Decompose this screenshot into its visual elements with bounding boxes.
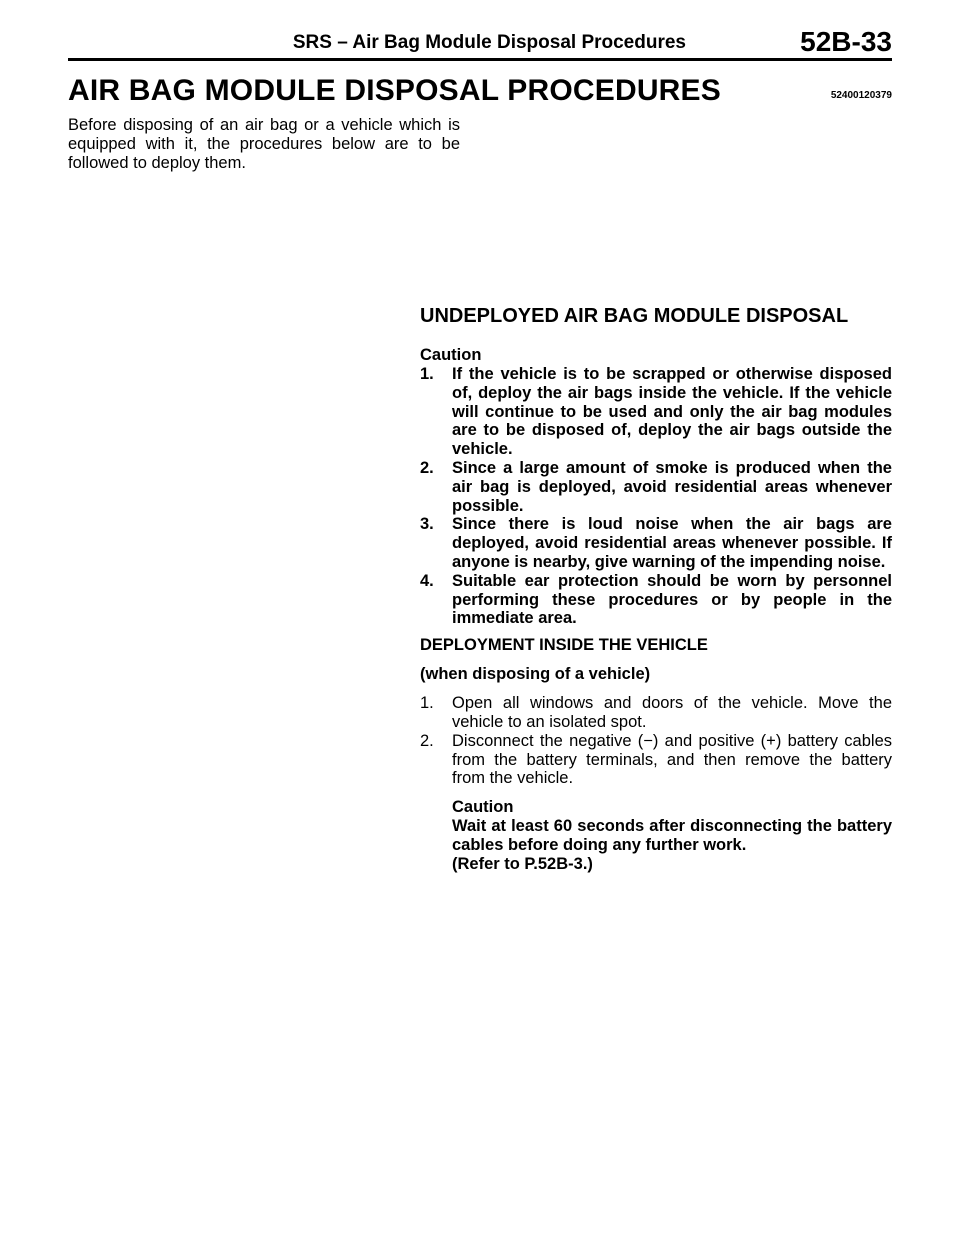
caution-item-text: Since a large amount of smoke is produced when the air bag is deployed, avoid residential areas whenever possible. — [452, 458, 892, 515]
section-heading-undeployed: UNDEPLOYED AIR BAG MODULE DISPOSAL — [420, 305, 849, 327]
step-number: 1. — [420, 694, 434, 713]
right-column — [420, 305, 892, 874]
step-item — [420, 732, 892, 788]
caution-item-number: 1. — [420, 365, 434, 383]
page-header — [68, 28, 892, 61]
header-title: SRS – Air Bag Module Disposal Procedures — [292, 32, 686, 53]
intro-paragraph: Before disposing of an air bag or a vehicle which is equipped with it, the procedures below are to be followed to deploy them. — [68, 116, 460, 172]
caution-item-text: Since there is loud noise when the air bags are deployed, avoid residential areas whenever possible. If anyone is nearby, give warning of the impending noise. — [452, 515, 892, 571]
caution-item — [420, 365, 892, 459]
step-text: Disconnect the negative (−) and positive (+) battery cables from the battery terminals, and then remove the battery from the vehicle. — [452, 731, 892, 788]
caution-block — [452, 798, 892, 874]
caution-label: Caution — [452, 798, 514, 817]
step-text: Open all windows and doors of the vehicle. Move the vehicle to an isolated spot. — [452, 694, 892, 731]
caution-item — [420, 515, 892, 571]
caution-item-number: 3. — [420, 515, 434, 534]
step-number: 2. — [420, 731, 434, 750]
step-list — [420, 694, 892, 788]
caution-item-number: 2. — [420, 458, 434, 477]
page-number: 52B-33 — [800, 26, 892, 57]
caution-item-text: Suitable ear protection should be worn by personnel performing these procedures or by people in the immediate area. — [452, 571, 892, 628]
caution-label: Caution — [420, 346, 482, 364]
page-title: AIR BAG MODULE DISPOSAL PROCEDURES — [68, 74, 721, 107]
caution-item — [420, 459, 892, 515]
caution-list — [420, 365, 892, 628]
section-heading-deployment-inside: DEPLOYMENT INSIDE THE VEHICLE — [420, 636, 708, 655]
caution-item-number: 4. — [420, 571, 434, 590]
caution-item — [420, 572, 892, 628]
caution-reference: (Refer to P.52B-3.) — [452, 855, 593, 874]
step-item — [420, 694, 892, 732]
document-code: 52400120379 — [830, 90, 892, 101]
section-subheading: (when disposing of a vehicle) — [420, 665, 651, 684]
caution-text: Wait at least 60 seconds after disconnecting the battery cables before doing any further work. — [452, 817, 892, 855]
caution-item-text: If the vehicle is to be scrapped or otherwise disposed of, deploy the air bags inside the vehicle. If the vehicle will continue to be used and only the air bag modules are to be disposed of, deploy the air bags outside the vehicle. — [452, 365, 892, 459]
